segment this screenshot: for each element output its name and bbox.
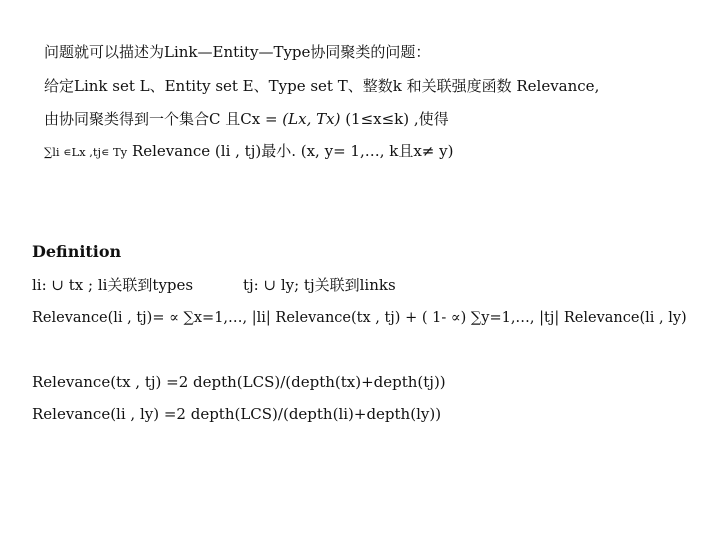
cluster-pair: (Lx, Tx) <box>282 110 341 128</box>
tj-definition: tj: ∪ ly; tj关联到links <box>243 276 396 294</box>
relevance-formula-li-ly: Relevance(li , ly) =2 depth(LCS)/(depth(li)+depth(ly)) <box>32 405 442 423</box>
relevance-formula-li-tj: Relevance(li , tj)= ∝ ∑x=1,…, |li| Relevance(tx , tj) + ( 1- ∝) ∑y=1,…, |tj| Relevance(li , ly) <box>32 310 687 326</box>
cluster-definition-text: 由协同聚类得到一个集合C 且Cx = <box>44 110 283 128</box>
given-sets-line: 给定Link set L、Entity set E、Type set T、整数k 和关联强度函数 Relevance, <box>44 77 600 95</box>
problem-statement-line: 问题就可以描述为Link—Entity—Type协同聚类的问题： <box>44 43 431 61</box>
relevance-formula-tx-tj: Relevance(tx , tj) =2 depth(LCS)/(depth(tx)+depth(tj)) <box>32 373 446 391</box>
definition-li-tj-line <box>32 275 396 295</box>
definition-heading: Definition <box>32 242 122 261</box>
objective-line <box>44 141 453 162</box>
cluster-range: (1≤x≤k) ,使得 <box>340 110 449 128</box>
objective-text: Relevance (li , tj)最小. (x, y= 1,…, k且x≠ y) <box>127 142 454 160</box>
cluster-definition-line <box>44 109 449 129</box>
objective-summation: ∑li ∊Lx ,tj∊ Ty <box>44 145 128 159</box>
li-definition: li: ∪ tx ; li关联到types <box>32 276 194 294</box>
